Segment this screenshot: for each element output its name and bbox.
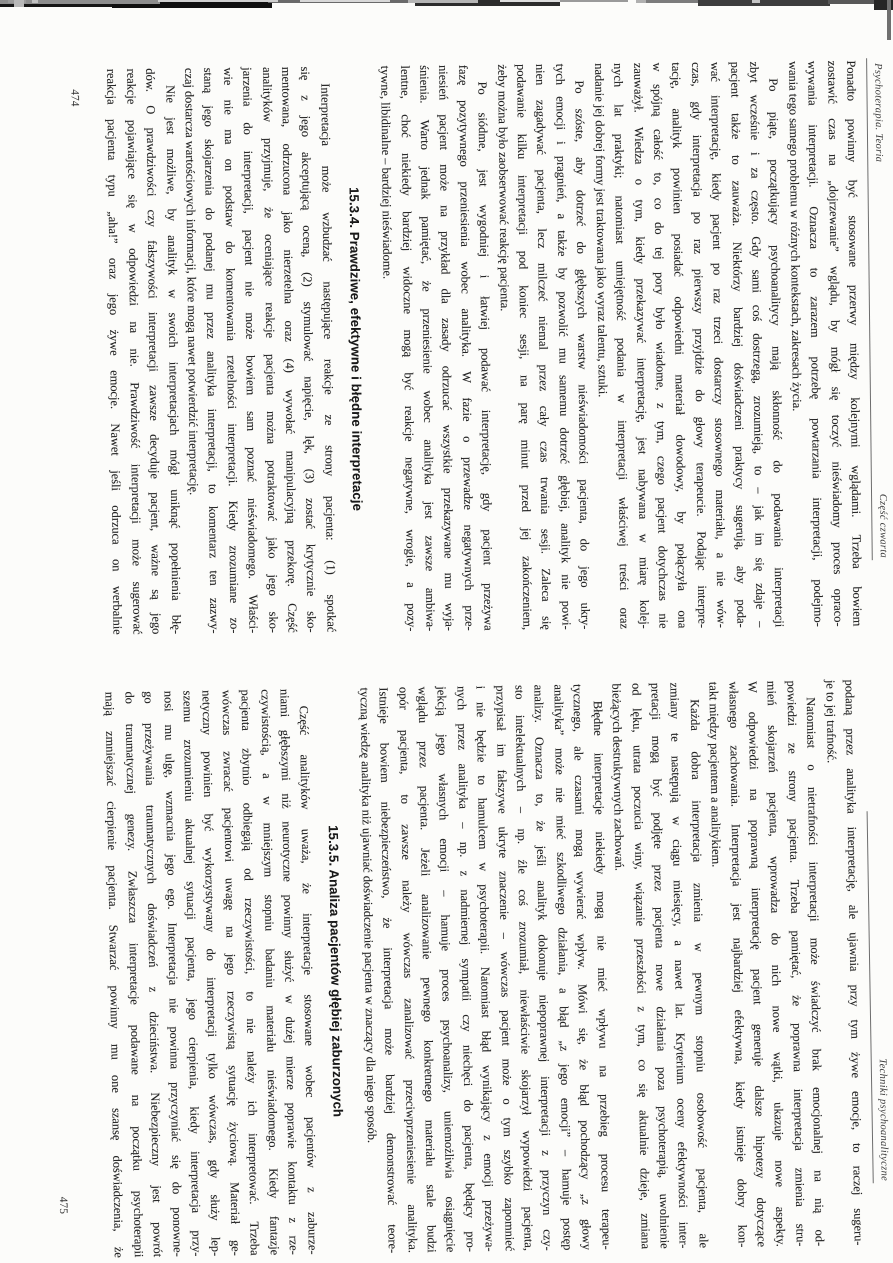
text-line: zmiany te następują w ciągu miesięcy, a nawet lat. Kryterium oceny efektywności inter-	[667, 682, 692, 1249]
text-line: mentowana, odrzucona jako nierzetelna oraz (4) wywołać manipulacyjną przekorę. Część	[279, 66, 300, 633]
scan-streak	[828, 0, 876, 4]
text-line: własnego zachowania. Interpretacja jest najbardziej efektywna, kiedy istnieje dobry kon-	[725, 681, 750, 1248]
text-line: szemu zrozumieniu aktualnej sytuacji pacjenta, jego cierpienia, kiedy interpretacja przy-	[180, 690, 204, 1257]
running-head-right: Techniki psychoanalityczne	[876, 1058, 890, 1182]
text-line: podawanie kilku interpretacji pod koniec sesji, na parę minut przed jej zakończeniem,	[514, 64, 535, 631]
text-line: lentne, choć niekiedy bardziej widoczne mogą być reakcje negatywne, wrogie, a pozy-	[397, 65, 419, 632]
text-line: pretacji mogą być podjęte przez pacjenta nowe działania poza psychoterapią, uwolnienie	[648, 682, 672, 1249]
text-line: czywistością, a w mniejszym stopniu badaniu materiału nieświadomego. Kiedy fantazje	[258, 689, 282, 1256]
page-474-running-head	[866, 58, 892, 560]
text-line: wie nie ma on podstaw do komentowania rzetelności interpretacji. Kiedy zrozumiane zo-	[220, 67, 242, 634]
text-line: czas, gdy interpretacja po raz pierwszy przyjdzie do głowy terapeucie. Podając interpre-	[688, 62, 710, 629]
running-head-right: Część czwarta	[877, 493, 889, 559]
text-line: do traumatycznej genezy. Zwłaszcza interpretacje podawane na początku psychoterapii	[122, 691, 146, 1258]
text-line: analityków przyjmuje, że oceniające reakcje pacjenta można potraktować jako jego sko-	[259, 66, 281, 634]
text-line: mają zmniejszać cierpienie pacjenta. Stwarzać powinny mu one szansę doświadczenia, że	[102, 691, 127, 1258]
text-line: tację, analityk powinien posiadać odpowiedni materiał dowodowy, by połączyła ona	[669, 62, 690, 629]
text-line: niami głębszymi niż neurotyczne powinny służyć w dużej mierze poprawie kontaktu z rze-	[277, 688, 301, 1255]
page-divider-mark	[158, 0, 278, 2]
text-line: nosi mu ulgę, wzmacnia jego ego. Interpretacja nie powinna przyczyniać się do ponowne-	[161, 690, 185, 1257]
text-line: takt między pacjentem a analitykiem.	[706, 681, 724, 868]
text-line: wania tego samego problemu w różnych kontekstach, zakresach życia.	[785, 60, 804, 412]
text-line: Ponadto powinny być stosowane przerwy między kolejnymi wglądami. Trzeba bowiem	[844, 60, 865, 627]
scan-streak	[640, 0, 698, 3]
text-line: powiedzi ze strony pacjenta. Trzeba pamiętać, że poprawna interpretacja zmienia stru-	[784, 680, 808, 1247]
scan-speck	[14, 0, 24, 7]
page-divider-mark	[408, 0, 478, 3]
text-line: analityka” może nie mieć szkodliwego działania, a błąd „z jego emocji” – hamuje postęp	[551, 684, 575, 1251]
text-line: podaną przez analityka interpretację, ale ujawnia przy tym żywe emocje, to raczej sugeru-	[842, 679, 866, 1246]
page-number-474: 474	[68, 89, 81, 107]
text-line: jarzenia do interpretacji, pacjent nie może bowiem sam poznać nieświadomego. Właści-	[240, 67, 261, 634]
text-line: pacjent także to zauważa. Niektórzy bardziej doświadczeni praktycy sugerują, aby poda-	[727, 61, 749, 628]
scan-speck	[636, 0, 646, 3]
text-line: reakcja pacjenta typu „aha!” oraz jego żywe emocje. Nawet jeśli odrzuca on werbalnie	[104, 68, 125, 635]
text-line: nien zagadywać pacjenta, lecz milczeć niemal przez cały czas trwania sesji. Zaleca się	[533, 63, 555, 630]
text-line: Istnieje bowiem niebezpieczeństwo, że interpretacja może bardziej demonstrować teore-	[376, 687, 401, 1254]
running-head-rule	[867, 811, 874, 1183]
text-line: wywania interpretacji. Oznacza to zarazem potrzebę powtarzania interpretacji, podejmo-	[805, 60, 826, 627]
text-line: się z jego akceptującą oceną, (2) stymulować napięcie, lęk, (3) zostać krytycznie sko-	[298, 66, 320, 633]
text-line: pacjenta zbytnio odbiegają od rzeczywistości, to nie należy ich interpretować. Trzeba	[238, 689, 263, 1256]
text-line: Interpretacja może wzbudzać następujące reakcje ze strony pacjenta: (1) spotkać	[318, 83, 339, 633]
page-474-text	[101, 60, 866, 635]
scan-streak	[558, 0, 628, 2]
text-line: Część analityków uważa, że interpretacje stosowane wobec pacjentów z zaburze-	[297, 705, 321, 1255]
text-line: zbyt wcześnie i za często. Gdy sami coś dostrzegą, zrozumieją, to – jak im się zdaje –	[747, 61, 768, 628]
page-divider-mark	[300, 0, 390, 2]
text-line: Po szóste, aby dotrzeć do głębszych warstw nieświadomości pacjenta, do jego ukry-	[572, 80, 593, 630]
text-line: Natomiast o nietrafności interpretacji może świadczyć brak emocjonalnej na nią od-	[803, 697, 827, 1247]
running-head-left: Psychoterapia. Teoria	[872, 63, 885, 163]
scan-speck	[32, 0, 38, 3]
scan-corner-hook	[887, 0, 891, 40]
text-line: w spójną całość to, co do tej pory było wiadome, z tym, czego pacjent dotychczas nie	[650, 62, 671, 629]
text-line: opór pacjenta, to zawsze należy wówczas zanalizować przeciwprzeniesienie analityka.	[396, 686, 420, 1254]
text-line: je to jej trafność.	[823, 679, 839, 764]
text-line: nych przez analityka – np. z nadmiernej sympatii czy niechęci do pacjenta, będący pro-	[454, 685, 478, 1253]
scan-speck	[752, 0, 760, 3]
text-line: niesień pacjent może na przykład dla zasady odrzucać wszystkie przekazywane mu wyja-	[436, 64, 458, 632]
text-line: analizy. Oznacza to, że jeśli analityk dokonuje niepoprawnej interpretacji z przyczyn czy-	[531, 684, 556, 1251]
text-line: nadanie jej dobrej formy jest traktowana jako wyraz talentu, sztuki.	[591, 63, 610, 398]
text-line: zostawić czas na „dojrzewanie” wglądu, by mógł się toczyć nieświadomy proces opraco-	[824, 60, 846, 627]
page-475	[42, 655, 893, 1263]
scan-streak	[698, 0, 830, 6]
page-475-text	[99, 679, 867, 1258]
text-line: Nie jest możliwe, by analityk w swoich interpretacjach mógł uniknąć popełnienia błę-	[162, 85, 184, 635]
text-line: i nie będzie to hamulcem w psychoterapii. Natomiast błąd wynikający z emocji przeżywa-	[473, 685, 498, 1252]
text-line: przypisał im fałszywe ukryte znaczenie – wówczas pacjent może o tym szybko zapomnieć	[493, 685, 517, 1252]
text-line: śnienia. Warto jednak pamiętać, że przeniesienie wobec analityka jest zawsze ambiwa-	[417, 65, 438, 632]
text-line: żeby można było zaobserwować reakcję pacjenta.	[494, 64, 512, 312]
page-number-475: 475	[56, 1196, 70, 1215]
section-heading: 15.3.5. Analiza pacjentów głębiej zaburzonych	[326, 825, 347, 1118]
text-line: wglądu przez pacjenta. Jeżeli analizowanie pewnego konkretnego materiału stale budzi	[415, 686, 439, 1253]
text-line: sto intelektualnych – np. źle coś zrozumiał, niewłaściwie skojarzył wypowiedzi pacjenta,	[512, 684, 536, 1252]
text-line: reakcje pojawiające się w odpowiedzi na nie. Prawdziwość interpretacji może sugerować	[123, 68, 145, 635]
text-line: mień skojarzeń pacjenta, wprowadza do nich nowe wątki, ukazuje nowe aspekty.	[764, 680, 789, 1247]
text-line: Po siódme, jest wygodniej i łatwiej podawać interpretację, gdy pacjent przeżywa	[475, 81, 496, 631]
text-line: Każda dobra interpretacja zmienia w pewnym stopniu osobowość pacjenta, ale	[687, 699, 711, 1249]
page-474	[44, 50, 893, 645]
section-heading: 15.3.4. Prawdziwe, efektywne i błędne interpretacje	[346, 186, 366, 512]
text-line: jekcją jego własnych emocji – hamuje proces psychoanalizy, uniemożliwia osiągnięcie	[434, 686, 459, 1253]
text-line: czaj dostarcza wartościowych informacji, które mogą nawet potwierdzić interpretację.	[182, 67, 202, 496]
text-line: nych lat praktyki; natomiast umiejętność podania w interpretacji właściwej treści oraz	[611, 62, 632, 630]
text-line: Po piąte, początkujący psychoanalitycy mają skłonność do podawania interpretacji	[766, 78, 787, 628]
text-line: W odpowiedzi na poprawną interpretację pacjent generuje dalsze hipotezy dotyczące	[745, 681, 769, 1248]
text-line: staną jego skojarzenia do podanej mu przez analityka interpretacji, to komentarz ten zazwy-	[201, 67, 222, 634]
text-line: Błędne interpretacje niekiedy mogą nie mieć wpływu na przebieg procesu terapeu-	[590, 700, 614, 1250]
text-line: dów. O prawdziwości czy fałszywości interpretacji zawsze decyduje pacjent, ważne są jego	[143, 68, 164, 635]
text-line: netyczny powinien być wykorzystywany do interpretacji tylko wówczas, gdy służy lep-	[199, 690, 224, 1257]
text-line: od lęku, utrata poczucia winy, wiązanie przeszłości z tym, co się aktualnie dzieje, zmiana	[628, 683, 653, 1250]
text-line: wówczas zwracać pacjentowi uwagę na jego rzeczywistą sytuację życiową. Materiał ge-	[219, 689, 243, 1256]
running-head-rule	[866, 58, 873, 560]
text-line: tych emocji i pragnień, a także by pozwolić mu samemu dotrzeć głębiej, analityk nie powi-	[553, 63, 574, 630]
text-line: tycznego, ale czasami mogą wywierać wpływ. Mówi się, że błąd pochodzący „z głowy	[570, 683, 595, 1251]
text-line: go przeżywania traumatycznych doświadczeń z dzieciństwa. Niebezpieczny jest powrót	[141, 691, 166, 1258]
page-divider-mark	[500, 0, 560, 2]
text-line: tywne, libidinalne – bardziej nieświadome.	[378, 65, 395, 280]
text-line: fazę pozytywnego przeniesienia wobec analityka. W fazie o przewadze negatywnych prze-	[456, 64, 477, 631]
page-475-running-head	[864, 663, 893, 1183]
text-line: wać interpretację, kiedy pacjent po raz trzeci dostarczy stosownego materiału, a nie wów-	[708, 61, 729, 628]
text-line: tyczną wiedzę analityka niż ujawniać doświadczenie pacjenta w znaczący dla niego sposób.	[357, 687, 379, 1144]
text-line: zauważył. Wiedza o tym, kiedy przekazywać interpretację, jest nabywana w miarę kolej-	[630, 62, 652, 629]
text-line: bieżących destruktywnych zachowań.	[609, 683, 627, 872]
